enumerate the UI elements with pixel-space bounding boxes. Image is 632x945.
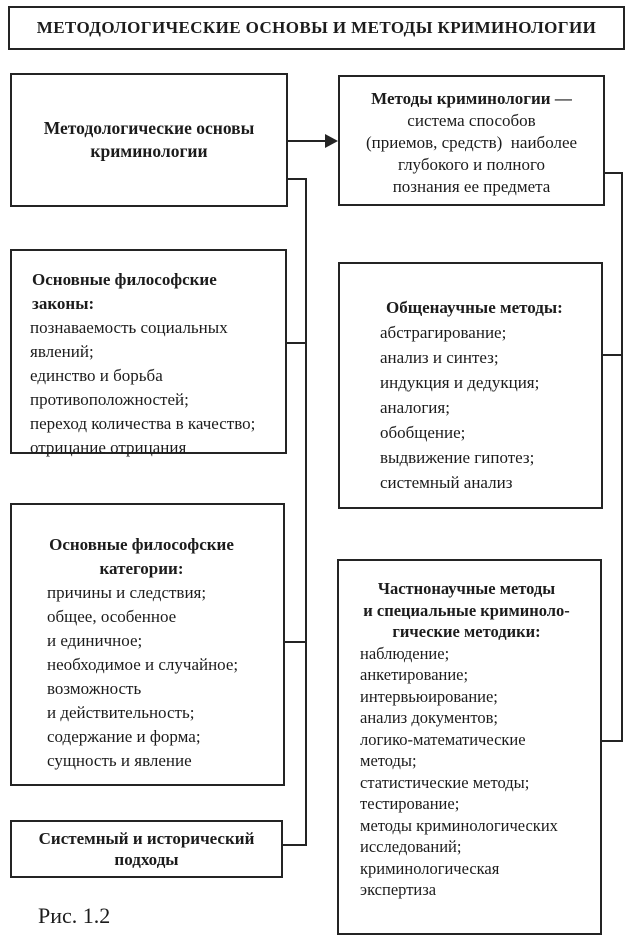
box-methods-definition <box>338 75 605 206</box>
text-line: исследований; <box>360 837 462 856</box>
text-line: причины и следствия; <box>47 583 207 602</box>
text-line: абстрагирование; <box>380 323 507 342</box>
box-title: Системный и исторический <box>38 829 255 848</box>
box-heading: Методы криминологии — <box>371 89 572 108</box>
text-line: тестирование; <box>360 794 460 813</box>
box-heading: Основные философские законы: <box>32 270 222 313</box>
box-methodological-foundations <box>10 73 288 207</box>
text-line: логико-математические <box>360 729 526 749</box>
left-connector-trunk <box>305 178 307 846</box>
box-philosophical-laws <box>10 249 287 457</box>
text-line: анкетирование; <box>360 665 469 684</box>
title-banner <box>8 6 625 50</box>
text-line: познаваемость социальных <box>30 318 228 337</box>
text-line: необходимое и случайное; <box>47 655 239 674</box>
text-line: содержание и форма; <box>47 727 201 746</box>
text-line: возможность <box>47 679 142 698</box>
text-line: познания ее предмета <box>392 177 551 196</box>
text-line: индукция и дедукция; <box>380 373 540 392</box>
box-systemic-historical-approaches <box>10 820 283 878</box>
text-line: система способов <box>407 111 536 130</box>
text-line: выдвижение гипотез; <box>380 448 535 467</box>
page-title: МЕТОДОЛОГИЧЕСКИЕ ОСНОВЫ И МЕТОДЫ КРИМИНОЛОГИИ <box>36 18 597 37</box>
text-line: анализ и синтез; <box>380 348 499 367</box>
text-line: явлений; <box>30 342 94 361</box>
text-line: методы; <box>360 751 417 770</box>
text-line: анализ документов; <box>360 708 499 727</box>
text-line: статистические методы; <box>360 772 530 792</box>
connector-branch-approaches <box>283 844 307 846</box>
box-heading: Общенаучные методы: <box>386 298 563 317</box>
arrow-right-icon <box>325 134 338 148</box>
text-line: обобщение; <box>380 423 466 442</box>
connector-branch-foundations <box>288 178 307 180</box>
box-title: Методологические основы <box>43 118 255 138</box>
right-connector-trunk <box>621 172 623 742</box>
text-line: переход количества в качество; <box>30 414 256 433</box>
box-heading: и специальные криминоло- <box>363 600 570 620</box>
text-line: методы криминологических <box>360 815 558 835</box>
box-heading: гические методики: <box>392 622 541 641</box>
connector-branch-general-methods <box>603 354 623 356</box>
box-heading: категории: <box>99 559 184 578</box>
connector-branch-categories <box>285 641 307 643</box>
box-heading: Основные философские <box>49 535 234 554</box>
text-line: аналогия; <box>380 398 450 417</box>
box-general-scientific-methods <box>338 262 603 509</box>
box-specific-methods <box>337 559 602 935</box>
box-philosophical-categories <box>10 503 285 786</box>
box-title: подходы <box>114 850 179 869</box>
connector-arrow-shaft <box>288 140 326 142</box>
text-line: отрицание отрицания <box>30 438 187 457</box>
box-heading: Частнонаучные методы <box>377 579 556 598</box>
text-line: общее, особенное <box>47 607 177 626</box>
text-line: криминологическая <box>360 858 500 878</box>
text-line: сущность и явление <box>47 751 192 770</box>
box-title: криминологии <box>90 141 208 161</box>
text-line: противоположностей; <box>30 390 189 409</box>
text-line: экспертиза <box>360 880 437 899</box>
figure-caption: Рис. 1.2 <box>38 903 111 928</box>
text-line: глубокого и полного <box>397 155 546 174</box>
text-line: и единичное; <box>47 631 143 650</box>
text-line: (приемов, средств) наиболее <box>365 133 578 152</box>
connector-branch-specific-methods <box>602 740 623 742</box>
connector-branch-laws <box>287 342 307 344</box>
text-line: наблюдение; <box>360 643 450 663</box>
text-line: и действительность; <box>47 703 195 722</box>
text-line: системный анализ <box>380 473 513 492</box>
text-line: единство и борьба <box>30 366 163 385</box>
text-line: интервьюирование; <box>360 686 498 706</box>
connector-branch-definition <box>605 172 623 174</box>
